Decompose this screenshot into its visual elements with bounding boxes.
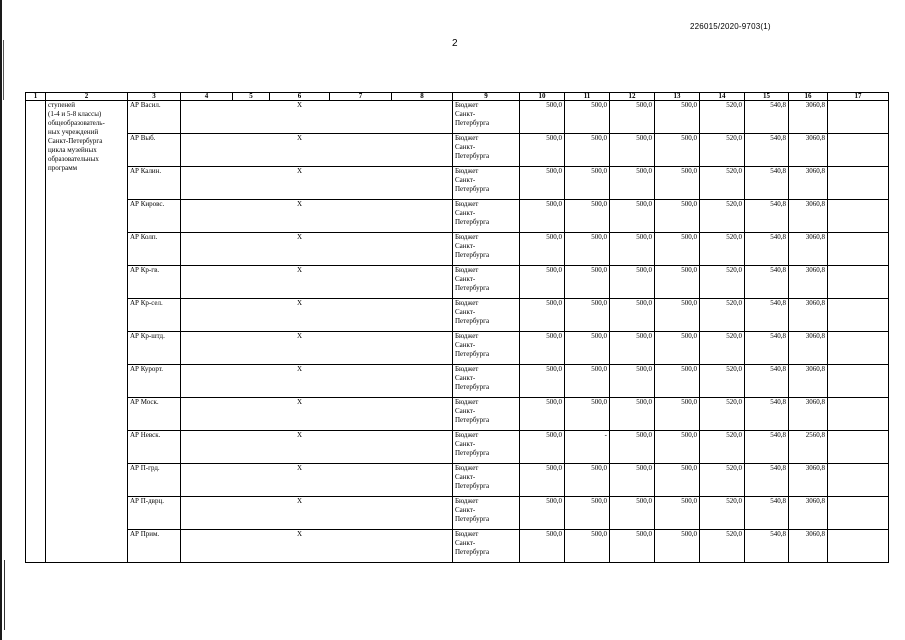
cell-col5 [233, 233, 270, 266]
cell-col8 [392, 233, 453, 266]
budget-table [25, 92, 889, 563]
value-cell-10: 500,0 [520, 365, 565, 398]
value-cell-13: 500,0 [655, 101, 700, 134]
district-cell: АР Кр-гв. [128, 266, 181, 299]
value-cell-16: 3060,8 [789, 233, 828, 266]
value-cell-10: 500,0 [520, 530, 565, 563]
value-cell-15: 540,8 [745, 365, 789, 398]
mark-cell: X [270, 167, 330, 200]
cell-col8 [392, 464, 453, 497]
cell-col4 [181, 398, 233, 431]
cell-col7 [330, 233, 392, 266]
cell-col8 [392, 167, 453, 200]
cell-col5 [233, 101, 270, 134]
value-cell-10: 500,0 [520, 233, 565, 266]
cell-col17 [828, 167, 889, 200]
district-cell: АР Моск. [128, 398, 181, 431]
cell-col17 [828, 299, 889, 332]
cell-col7 [330, 200, 392, 233]
value-cell-11: - [565, 431, 610, 464]
value-cell-16: 3060,8 [789, 398, 828, 431]
funding-source-cell: Бюджет Санкт- Петербурга [453, 332, 520, 365]
table-row [26, 101, 889, 134]
cell-col7 [330, 101, 392, 134]
funding-source-cell: Бюджет Санкт- Петербурга [453, 530, 520, 563]
table-row [26, 398, 889, 431]
district-cell: АР Кр-сел. [128, 299, 181, 332]
column-header-5: 5 [233, 93, 270, 101]
value-cell-13: 500,0 [655, 200, 700, 233]
value-cell-13: 500,0 [655, 530, 700, 563]
value-cell-16: 3060,8 [789, 266, 828, 299]
column-header-9: 9 [453, 93, 520, 101]
program-description-cell: ступеней (1-4 и 5-8 классы) общеобразователь- ных учреждений Санкт-Петербурга цикла музейных образовательных программ [46, 101, 128, 563]
cell-col4 [181, 233, 233, 266]
mark-cell: X [270, 431, 330, 464]
funding-source-cell: Бюджет Санкт- Петербурга [453, 464, 520, 497]
cell-col8 [392, 332, 453, 365]
funding-source-cell: Бюджет Санкт- Петербурга [453, 365, 520, 398]
funding-source-cell: Бюджет Санкт- Петербурга [453, 200, 520, 233]
value-cell-11: 500,0 [565, 134, 610, 167]
value-cell-13: 500,0 [655, 266, 700, 299]
value-cell-13: 500,0 [655, 332, 700, 365]
cell-col4 [181, 200, 233, 233]
value-cell-15: 540,8 [745, 464, 789, 497]
value-cell-13: 500,0 [655, 167, 700, 200]
value-cell-12: 500,0 [610, 431, 655, 464]
table-row [26, 530, 889, 563]
table-row [26, 431, 889, 464]
value-cell-11: 500,0 [565, 101, 610, 134]
value-cell-14: 520,0 [700, 497, 745, 530]
cell-col17 [828, 200, 889, 233]
column-header-16: 16 [789, 93, 828, 101]
funding-source-cell: Бюджет Санкт- Петербурга [453, 497, 520, 530]
value-cell-12: 500,0 [610, 530, 655, 563]
mark-cell: X [270, 497, 330, 530]
value-cell-11: 500,0 [565, 200, 610, 233]
cell-col5 [233, 332, 270, 365]
value-cell-13: 500,0 [655, 464, 700, 497]
value-cell-12: 500,0 [610, 365, 655, 398]
mark-cell: X [270, 299, 330, 332]
cell-col8 [392, 530, 453, 563]
value-cell-11: 500,0 [565, 266, 610, 299]
value-cell-13: 500,0 [655, 497, 700, 530]
cell-col7 [330, 464, 392, 497]
value-cell-11: 500,0 [565, 233, 610, 266]
value-cell-10: 500,0 [520, 134, 565, 167]
mark-cell: X [270, 530, 330, 563]
value-cell-15: 540,8 [745, 398, 789, 431]
value-cell-13: 500,0 [655, 299, 700, 332]
document-id: 226015/2020-9703(1) [690, 22, 771, 31]
mark-cell: X [270, 398, 330, 431]
value-cell-16: 3060,8 [789, 134, 828, 167]
page-number: 2 [452, 38, 458, 49]
cell-col4 [181, 530, 233, 563]
cell-col5 [233, 530, 270, 563]
cell-col5 [233, 398, 270, 431]
district-cell: АР Прим. [128, 530, 181, 563]
mark-cell: X [270, 266, 330, 299]
funding-source-cell: Бюджет Санкт- Петербурга [453, 167, 520, 200]
cell-col4 [181, 365, 233, 398]
value-cell-12: 500,0 [610, 398, 655, 431]
funding-source-cell: Бюджет Санкт- Петербурга [453, 233, 520, 266]
value-cell-12: 500,0 [610, 167, 655, 200]
cell-col4 [181, 497, 233, 530]
cell-col8 [392, 497, 453, 530]
value-cell-11: 500,0 [565, 530, 610, 563]
cell-col7 [330, 398, 392, 431]
cell-col4 [181, 134, 233, 167]
value-cell-14: 520,0 [700, 332, 745, 365]
value-cell-14: 520,0 [700, 266, 745, 299]
district-cell: АР П-дврц. [128, 497, 181, 530]
cell-col8 [392, 431, 453, 464]
cell-col17 [828, 530, 889, 563]
value-cell-11: 500,0 [565, 398, 610, 431]
district-cell: АР Выб. [128, 134, 181, 167]
value-cell-14: 520,0 [700, 134, 745, 167]
column-header-12: 12 [610, 93, 655, 101]
value-cell-13: 500,0 [655, 431, 700, 464]
cell-col17 [828, 398, 889, 431]
value-cell-14: 520,0 [700, 299, 745, 332]
cell-col8 [392, 266, 453, 299]
funding-source-cell: Бюджет Санкт- Петербурга [453, 134, 520, 167]
cell-col5 [233, 365, 270, 398]
cell-col5 [233, 266, 270, 299]
cell-col7 [330, 332, 392, 365]
cell-col7 [330, 497, 392, 530]
value-cell-15: 540,8 [745, 431, 789, 464]
value-cell-11: 500,0 [565, 167, 610, 200]
district-cell: АР Кр-штд. [128, 332, 181, 365]
cell-col5 [233, 167, 270, 200]
value-cell-16: 3060,8 [789, 497, 828, 530]
column-header-10: 10 [520, 93, 565, 101]
header-row [26, 93, 889, 101]
column-header-2: 2 [46, 93, 128, 101]
value-cell-15: 540,8 [745, 101, 789, 134]
district-cell: АР П-грд. [128, 464, 181, 497]
table-row [26, 365, 889, 398]
value-cell-10: 500,0 [520, 332, 565, 365]
funding-source-cell: Бюджет Санкт- Петербурга [453, 266, 520, 299]
value-cell-10: 500,0 [520, 398, 565, 431]
cell-col8 [392, 398, 453, 431]
value-cell-14: 520,0 [700, 167, 745, 200]
cell-col8 [392, 134, 453, 167]
value-cell-16: 2560,8 [789, 431, 828, 464]
cell-col17 [828, 431, 889, 464]
value-cell-11: 500,0 [565, 299, 610, 332]
funding-source-cell: Бюджет Санкт- Петербурга [453, 398, 520, 431]
column-header-15: 15 [745, 93, 789, 101]
value-cell-12: 500,0 [610, 233, 655, 266]
value-cell-12: 500,0 [610, 266, 655, 299]
value-cell-14: 520,0 [700, 365, 745, 398]
value-cell-16: 3060,8 [789, 365, 828, 398]
cell-col4 [181, 266, 233, 299]
cell-col5 [233, 464, 270, 497]
scan-edge-mark [4, 560, 5, 630]
column-header-17: 17 [828, 93, 889, 101]
cell-col7 [330, 134, 392, 167]
value-cell-15: 540,8 [745, 200, 789, 233]
mark-cell: X [270, 134, 330, 167]
value-cell-11: 500,0 [565, 497, 610, 530]
cell-col17 [828, 134, 889, 167]
value-cell-10: 500,0 [520, 101, 565, 134]
cell-col17 [828, 497, 889, 530]
value-cell-13: 500,0 [655, 398, 700, 431]
mark-cell: X [270, 332, 330, 365]
cell-col4 [181, 431, 233, 464]
value-cell-12: 500,0 [610, 332, 655, 365]
cell-col8 [392, 200, 453, 233]
value-cell-13: 500,0 [655, 365, 700, 398]
value-cell-12: 500,0 [610, 200, 655, 233]
value-cell-14: 520,0 [700, 101, 745, 134]
value-cell-12: 500,0 [610, 134, 655, 167]
cell-col8 [392, 101, 453, 134]
value-cell-10: 500,0 [520, 266, 565, 299]
value-cell-15: 540,8 [745, 167, 789, 200]
column-header-6: 6 [270, 93, 330, 101]
column-header-8: 8 [392, 93, 453, 101]
scan-edge-mark [3, 40, 4, 100]
value-cell-12: 500,0 [610, 497, 655, 530]
cell-col1 [26, 101, 46, 563]
value-cell-15: 540,8 [745, 332, 789, 365]
mark-cell: X [270, 101, 330, 134]
value-cell-15: 540,8 [745, 233, 789, 266]
column-header-14: 14 [700, 93, 745, 101]
cell-col5 [233, 497, 270, 530]
cell-col4 [181, 101, 233, 134]
cell-col8 [392, 365, 453, 398]
cell-col17 [828, 233, 889, 266]
cell-col17 [828, 332, 889, 365]
district-cell: АР Калин. [128, 167, 181, 200]
column-header-4: 4 [181, 93, 233, 101]
cell-col4 [181, 464, 233, 497]
value-cell-16: 3060,8 [789, 299, 828, 332]
cell-col17 [828, 266, 889, 299]
value-cell-15: 540,8 [745, 134, 789, 167]
table-row [26, 299, 889, 332]
value-cell-15: 540,8 [745, 299, 789, 332]
table-row [26, 464, 889, 497]
value-cell-16: 3060,8 [789, 200, 828, 233]
value-cell-12: 500,0 [610, 464, 655, 497]
value-cell-16: 3060,8 [789, 332, 828, 365]
value-cell-12: 500,0 [610, 299, 655, 332]
column-header-1: 1 [26, 93, 46, 101]
cell-col5 [233, 299, 270, 332]
value-cell-10: 500,0 [520, 299, 565, 332]
table-row [26, 134, 889, 167]
district-cell: АР Васил. [128, 101, 181, 134]
cell-col17 [828, 365, 889, 398]
cell-col7 [330, 167, 392, 200]
scan-edge [0, 0, 2, 640]
cell-col4 [181, 332, 233, 365]
funding-source-cell: Бюджет Санкт- Петербурга [453, 299, 520, 332]
column-header-7: 7 [330, 93, 392, 101]
value-cell-12: 500,0 [610, 101, 655, 134]
value-cell-11: 500,0 [565, 464, 610, 497]
value-cell-14: 520,0 [700, 398, 745, 431]
value-cell-16: 3060,8 [789, 530, 828, 563]
value-cell-16: 3060,8 [789, 101, 828, 134]
value-cell-16: 3060,8 [789, 167, 828, 200]
district-cell: АР Невск. [128, 431, 181, 464]
value-cell-10: 500,0 [520, 431, 565, 464]
table-row [26, 332, 889, 365]
value-cell-14: 520,0 [700, 200, 745, 233]
district-cell: АР Кировс. [128, 200, 181, 233]
cell-col7 [330, 266, 392, 299]
cell-col5 [233, 134, 270, 167]
value-cell-10: 500,0 [520, 464, 565, 497]
table-row [26, 200, 889, 233]
cell-col7 [330, 299, 392, 332]
column-header-3: 3 [128, 93, 181, 101]
value-cell-14: 520,0 [700, 530, 745, 563]
cell-col7 [330, 365, 392, 398]
value-cell-13: 500,0 [655, 233, 700, 266]
value-cell-14: 520,0 [700, 464, 745, 497]
table-row [26, 233, 889, 266]
value-cell-10: 500,0 [520, 167, 565, 200]
value-cell-11: 500,0 [565, 365, 610, 398]
value-cell-15: 540,8 [745, 497, 789, 530]
mark-cell: X [270, 200, 330, 233]
cell-col7 [330, 530, 392, 563]
cell-col4 [181, 299, 233, 332]
cell-col8 [392, 299, 453, 332]
cell-col5 [233, 431, 270, 464]
table-row [26, 167, 889, 200]
cell-col5 [233, 200, 270, 233]
table-row [26, 497, 889, 530]
value-cell-14: 520,0 [700, 233, 745, 266]
column-header-13: 13 [655, 93, 700, 101]
cell-col17 [828, 101, 889, 134]
cell-col7 [330, 431, 392, 464]
value-cell-16: 3060,8 [789, 464, 828, 497]
district-cell: АР Колп. [128, 233, 181, 266]
value-cell-14: 520,0 [700, 431, 745, 464]
mark-cell: X [270, 365, 330, 398]
mark-cell: X [270, 464, 330, 497]
value-cell-15: 540,8 [745, 530, 789, 563]
value-cell-13: 500,0 [655, 134, 700, 167]
value-cell-10: 500,0 [520, 200, 565, 233]
value-cell-11: 500,0 [565, 332, 610, 365]
funding-source-cell: Бюджет Санкт- Петербурга [453, 101, 520, 134]
mark-cell: X [270, 233, 330, 266]
district-cell: АР Курорт. [128, 365, 181, 398]
value-cell-10: 500,0 [520, 497, 565, 530]
funding-source-cell: Бюджет Санкт- Петербурга [453, 431, 520, 464]
cell-col17 [828, 464, 889, 497]
cell-col4 [181, 167, 233, 200]
table-row [26, 266, 889, 299]
column-header-11: 11 [565, 93, 610, 101]
value-cell-15: 540,8 [745, 266, 789, 299]
